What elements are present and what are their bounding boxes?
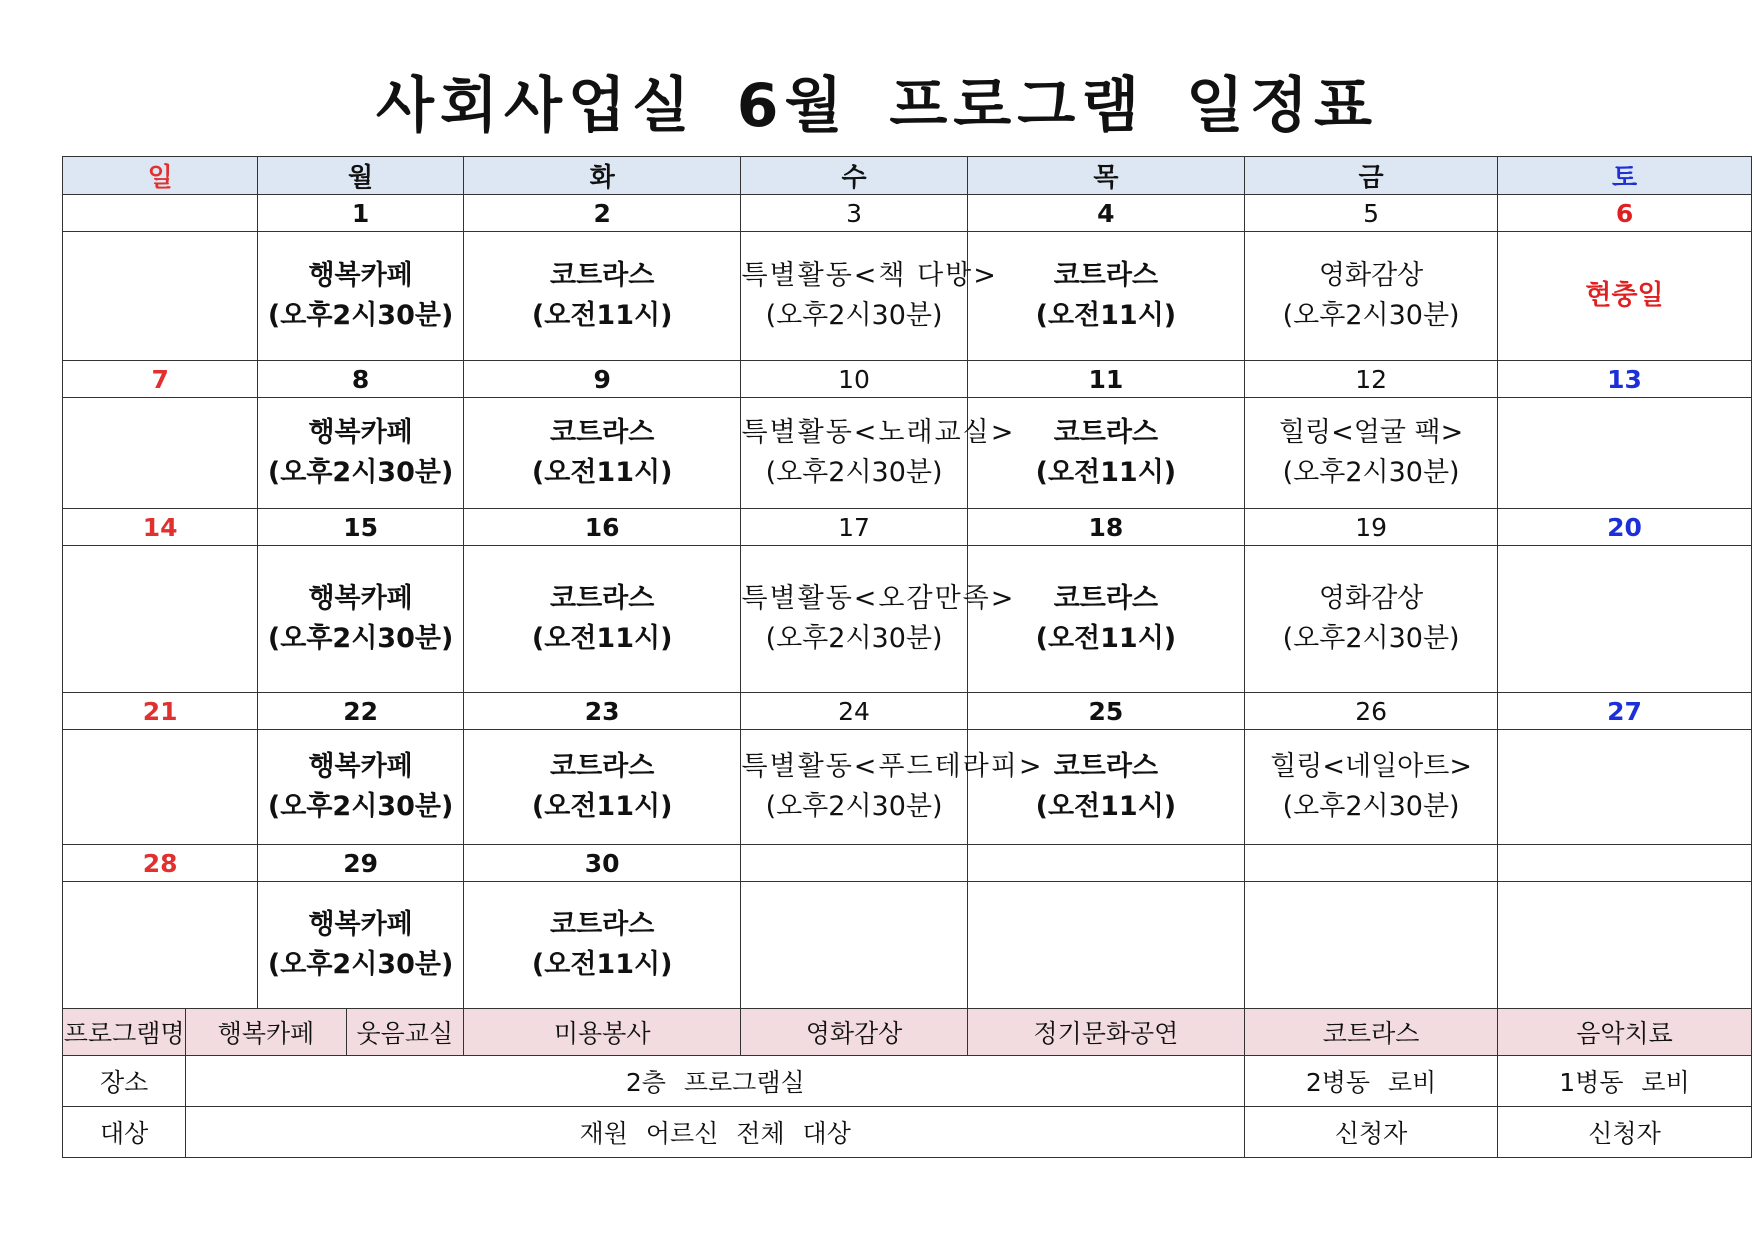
schedule-table (62, 156, 1752, 1158)
program-kotras: 코트라스 (1245, 1009, 1498, 1056)
event-cell-mon (258, 232, 464, 361)
event-title: 특별활동<푸드테라피> (741, 751, 1044, 782)
event-title: 코트라스 (1053, 583, 1159, 614)
event-time: (오후2시30분) (765, 457, 943, 488)
event-time: (오전11시) (531, 949, 673, 980)
date-cell-thu: 11 (967, 361, 1245, 398)
date-cell-mon: 29 (258, 845, 464, 882)
date-cell-fri: 5 (1245, 195, 1498, 232)
event-cell-wed (741, 232, 998, 361)
event-time: (오후2시30분) (765, 300, 943, 331)
event-title: 코트라스 (1053, 751, 1159, 782)
event-title: 행복카페 (308, 260, 413, 291)
program-row (63, 1009, 1752, 1056)
date-cell-fri (1245, 845, 1498, 882)
event-title: 영화감상 (1318, 260, 1424, 291)
date-cell-wed (741, 845, 967, 882)
event-title: 코트라스 (1053, 260, 1159, 291)
event-cell-sat (1498, 882, 1752, 1009)
date-row (63, 195, 1752, 232)
event-time: (오전11시) (531, 791, 673, 822)
event-time: (오전11시) (531, 623, 673, 654)
event-cell-fri (1245, 882, 1498, 1009)
event (258, 413, 463, 493)
event-cell-thu (967, 546, 1245, 693)
event (464, 747, 741, 827)
event (464, 413, 741, 493)
event (1245, 413, 1497, 493)
event-cell-wed (741, 546, 1016, 693)
event (1245, 747, 1497, 827)
event-cell-sat (1498, 546, 1752, 693)
date-cell-tue: 9 (463, 361, 741, 398)
event-cell-sat (1498, 730, 1752, 845)
date-row (63, 845, 1752, 882)
weekday-sun: 일 (63, 157, 258, 195)
date-cell-tue: 16 (463, 509, 741, 546)
event-time: (오후2시30분) (1282, 457, 1460, 488)
date-cell-mon: 1 (258, 195, 464, 232)
event-cell-thu (967, 232, 1245, 361)
event-time: (오전11시) (531, 457, 673, 488)
event-time: (오후2시30분) (765, 791, 943, 822)
event-cell-tue (463, 546, 741, 693)
target-music: 신청자 (1498, 1107, 1752, 1158)
date-cell-mon: 15 (258, 509, 464, 546)
event (741, 413, 1016, 493)
event-cell-sun (63, 546, 258, 693)
event-cell-fri (1245, 398, 1498, 509)
event-cell-sun (63, 398, 258, 509)
event (1245, 256, 1497, 336)
event-cell-wed (741, 398, 1016, 509)
event-cell-wed (741, 730, 1044, 845)
event (464, 579, 741, 659)
event-row (63, 398, 1752, 509)
event-title: 코트라스 (550, 909, 655, 940)
event (741, 747, 1044, 827)
program-laughter-class: 웃음교실 (346, 1009, 463, 1056)
event-time: (오후2시30분) (267, 791, 454, 822)
date-cell-wed: 10 (741, 361, 967, 398)
page-title: 사회사업실 6월 프로그램 일정표 (376, 71, 1378, 141)
event-cell-tue (463, 398, 741, 509)
target-main: 재원 어르신 전체 대상 (186, 1107, 1245, 1158)
weekday-sat: 토 (1498, 157, 1752, 195)
date-cell-sat: 20 (1498, 509, 1752, 546)
date-cell-thu: 18 (967, 509, 1245, 546)
event-time: (오후2시30분) (1282, 623, 1460, 654)
date-cell-sat: 13 (1498, 361, 1752, 398)
event-cell-sun (63, 232, 258, 361)
date-cell-sun: 7 (63, 361, 258, 398)
event (741, 579, 1016, 659)
event-cell-tue (463, 232, 741, 361)
event-title: 힐링<네일아트> (1270, 751, 1472, 782)
date-cell-sun: 21 (63, 693, 258, 730)
event (968, 256, 1245, 336)
event-time: (오전11시) (1035, 791, 1177, 822)
target-row (63, 1107, 1752, 1158)
event-cell-mon (258, 882, 464, 1009)
event-time: (오후2시30분) (1282, 300, 1460, 331)
event-title: 특별활동<오감만족> (741, 583, 1016, 614)
target-kotras: 신청자 (1245, 1107, 1498, 1158)
event-title: 행복카페 (308, 417, 413, 448)
date-cell-tue: 2 (463, 195, 741, 232)
event (258, 256, 463, 336)
event-title: 행복카페 (308, 909, 413, 940)
event-row (63, 232, 1752, 361)
date-cell-thu: 25 (967, 693, 1245, 730)
event-cell-wed (741, 882, 967, 1009)
date-cell-sat: 6 (1498, 195, 1752, 232)
location-music: 1병동 로비 (1498, 1056, 1752, 1107)
date-cell-mon: 8 (258, 361, 464, 398)
event-cell-sun (63, 730, 258, 845)
event-cell-fri (1245, 730, 1498, 845)
location-kotras: 2병동 로비 (1245, 1056, 1498, 1107)
event-title: 코트라스 (550, 260, 655, 291)
program-music-therapy: 음악치료 (1498, 1009, 1752, 1056)
event-cell-tue (463, 882, 741, 1009)
event (258, 579, 463, 659)
date-cell-sun: 28 (63, 845, 258, 882)
event (464, 905, 741, 985)
program-happy-cafe: 행복카페 (186, 1009, 346, 1056)
program-movie: 영화감상 (741, 1009, 967, 1056)
event-title: 코트라스 (550, 751, 655, 782)
date-cell-wed: 3 (741, 195, 967, 232)
event-time: (오전11시) (531, 300, 673, 331)
event-time: (오전11시) (1035, 300, 1177, 331)
event-cell-thu (967, 398, 1245, 509)
event-title: 코트라스 (1053, 417, 1159, 448)
event-row (63, 546, 1752, 693)
date-cell-thu: 4 (967, 195, 1245, 232)
location-label: 장소 (63, 1056, 186, 1107)
date-cell-sun (63, 195, 258, 232)
event-time: (오후2시30분) (267, 457, 454, 488)
date-cell-thu (967, 845, 1245, 882)
event (741, 256, 998, 336)
weekday-wed: 수 (741, 157, 967, 195)
event-cell-tue (463, 730, 741, 845)
event-title: 현충일 (1585, 280, 1664, 311)
date-cell-wed: 17 (741, 509, 967, 546)
event-cell-mon (258, 398, 464, 509)
date-cell-fri: 19 (1245, 509, 1498, 546)
event-title: 힐링<얼굴 팩> (1278, 417, 1464, 448)
event-cell-sun (63, 882, 258, 1009)
date-cell-fri: 12 (1245, 361, 1498, 398)
date-cell-sun: 14 (63, 509, 258, 546)
event-cell-mon (258, 546, 464, 693)
event-time: (오전11시) (1035, 457, 1177, 488)
date-cell-tue: 30 (463, 845, 741, 882)
event-title: 영화감상 (1318, 583, 1424, 614)
event-title: 행복카페 (308, 583, 413, 614)
event (464, 256, 741, 336)
date-cell-mon: 22 (258, 693, 464, 730)
event-title: 코트라스 (550, 417, 655, 448)
event-title: 특별활동<책 다방> (741, 260, 998, 291)
event (1245, 579, 1497, 659)
event-title: 특별활동<노래교실> (741, 417, 1016, 448)
event-row (63, 882, 1752, 1009)
date-cell-sat: 27 (1498, 693, 1752, 730)
event-cell-fri (1245, 546, 1498, 693)
weekday-tue: 화 (463, 157, 741, 195)
event-time: (오전11시) (1035, 623, 1177, 654)
weekday-thu: 목 (967, 157, 1245, 195)
date-cell-wed: 24 (741, 693, 967, 730)
event-cell-thu (967, 730, 1245, 845)
program-label: 프로그램명 (63, 1009, 186, 1056)
date-row (63, 361, 1752, 398)
event-cell-fri (1245, 232, 1498, 361)
event (258, 747, 463, 827)
event-cell-mon (258, 730, 464, 845)
date-cell-fri: 26 (1245, 693, 1498, 730)
target-label: 대상 (63, 1107, 186, 1158)
event-time: (오후2시30분) (267, 949, 454, 980)
date-cell-sat (1498, 845, 1752, 882)
date-row (63, 509, 1752, 546)
location-main: 2층 프로그램실 (186, 1056, 1245, 1107)
weekday-mon: 월 (258, 157, 464, 195)
event (258, 905, 463, 985)
event-time: (오후2시30분) (267, 623, 454, 654)
event-time: (오후2시30분) (267, 300, 454, 331)
program-culture-show: 정기문화공연 (967, 1009, 1245, 1056)
location-row (63, 1056, 1752, 1107)
event (1498, 276, 1751, 316)
event-time: (오후2시30분) (765, 623, 943, 654)
date-cell-tue: 23 (463, 693, 741, 730)
event-title: 행복카페 (308, 751, 413, 782)
event-cell-sat (1498, 232, 1752, 361)
date-row (63, 693, 1752, 730)
weekday-header-row (63, 157, 1752, 195)
program-beauty-service: 미용봉사 (463, 1009, 741, 1056)
event-time: (오후2시30분) (1282, 791, 1460, 822)
event-cell-sat (1498, 398, 1752, 509)
weekday-fri: 금 (1245, 157, 1498, 195)
event-cell-thu (967, 882, 1245, 1009)
event-title: 코트라스 (550, 583, 655, 614)
event-row (63, 730, 1752, 845)
